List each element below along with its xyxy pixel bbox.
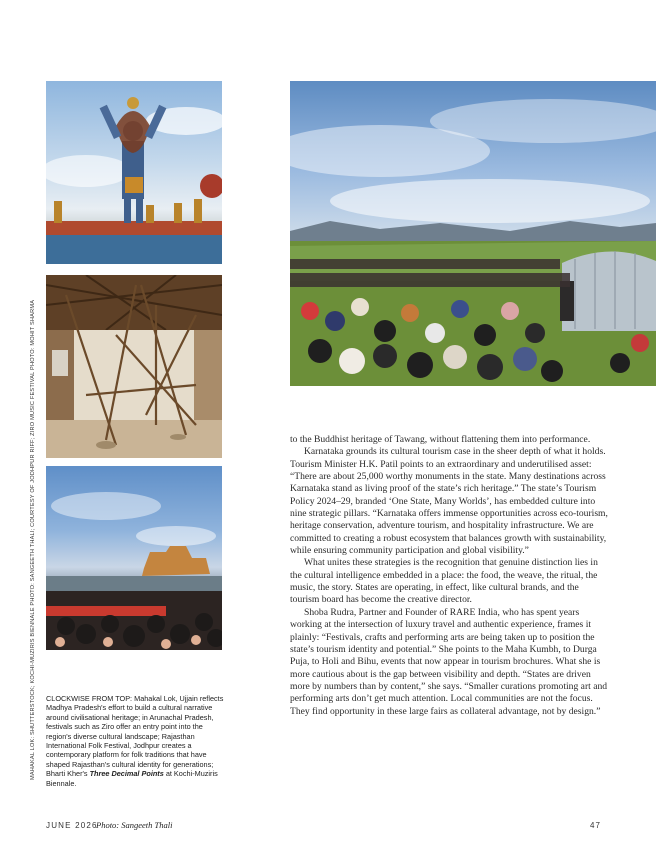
mahakal-lok-photo	[46, 81, 222, 264]
body-paragraph: Karnataka grounds its cultural tourism case in the sheer depth of what it holds. Tourism Minister H.K. Patil points to an extraordinary and underutilised asset: “There are about 25,000 worthy monuments in the state. Many destinations across Karnataka stand as living proof of the state’s rich heritage.” The state’s Tourism Policy 2024–29, branded ‘One State, Many Worlds’, has embedded culture into nine strategic pillars. “Karnataka offers immense opportunities across eco-tourism, heritage conservation, adventure tourism, and hospitality infrastructure. We are committed to creating a robust ecosystem that balances growth with sustainability, while ensuring community participation and global visibility.”	[290, 446, 608, 557]
mahakal-lok-illustration	[46, 81, 222, 264]
article-body	[290, 434, 608, 718]
caption-lead: CLOCKWISE FROM TOP: Mahakal Lok, Ujjain reflects Madhya Pradesh's effort to build a cultural narrative around civilisational heritage; in Arunachal Pradesh, festivals such as Ziro offer an entry point into the region's diverse cultural landscape; Rajasthan International Folk Festival, Jodhpur creates a contemporary platform for folk traditions that have shaped Rajasthan's cultural identity for generations; Bharti Kher's	[46, 694, 224, 779]
three-decimal-points-photo	[46, 275, 222, 458]
ziro-illustration	[290, 81, 656, 386]
photo-caption	[46, 694, 226, 788]
jodhpur-riff-photo	[46, 466, 222, 650]
issue-date: JUNE 2026	[46, 821, 98, 830]
body-paragraph: to the Buddhist heritage of Tawang, without flattening them into performance.	[290, 434, 591, 445]
photo-credits-vertical: MAHAKAL LOK: SHUTTERSTOCK; KOCHI-MUZIRIS BIENNALE PHOTO: SANGEETH THALI; COURTESY OF JODHPUR RIFF; ZIRO MUSIC FESTIVAL PHOTO: MOHIT SHARMA	[30, 299, 36, 780]
caption-tail: at Kochi-Muziris Biennale.	[46, 769, 218, 788]
body-paragraph: Shoba Rudra, Partner and Founder of RARE India, who has spent years working at the intersection of luxury travel and authentic experience, frames it plainly: “Festivals, crafts and performing arts are being taken up to position the state’s tourism identity and potential.” She points to the Maha Kumbh, to Durga Puja, to Holi and Bihu, events that now appear in tourism brochures. What she is more cautious about is the gap between visibility and depth. “States are driven more by numbers than by content,” she says. “Smaller curations promoting art and performing arts don’t get much attention. Local communities are not the focus. They find opportunity in these large fairs as collateral advantage, not by design.”	[290, 606, 608, 717]
page-number: 47	[590, 821, 601, 830]
jodhpur-illustration	[46, 466, 222, 650]
footer-photo-credit: Photo: Sangeeth Thali	[96, 820, 173, 830]
installation-illustration	[46, 275, 222, 458]
ziro-festival-photo	[290, 81, 656, 386]
body-paragraph: What unites these strategies is the recognition that genuine distinction lies in the cultural intelligence embedded in a place: the food, the weave, the ritual, the music, the story. States are operating, in effect, like cultural brands, and the tourism board has become the creative director.	[290, 557, 598, 606]
caption-artwork-title: Three Decimal Points	[89, 769, 164, 779]
